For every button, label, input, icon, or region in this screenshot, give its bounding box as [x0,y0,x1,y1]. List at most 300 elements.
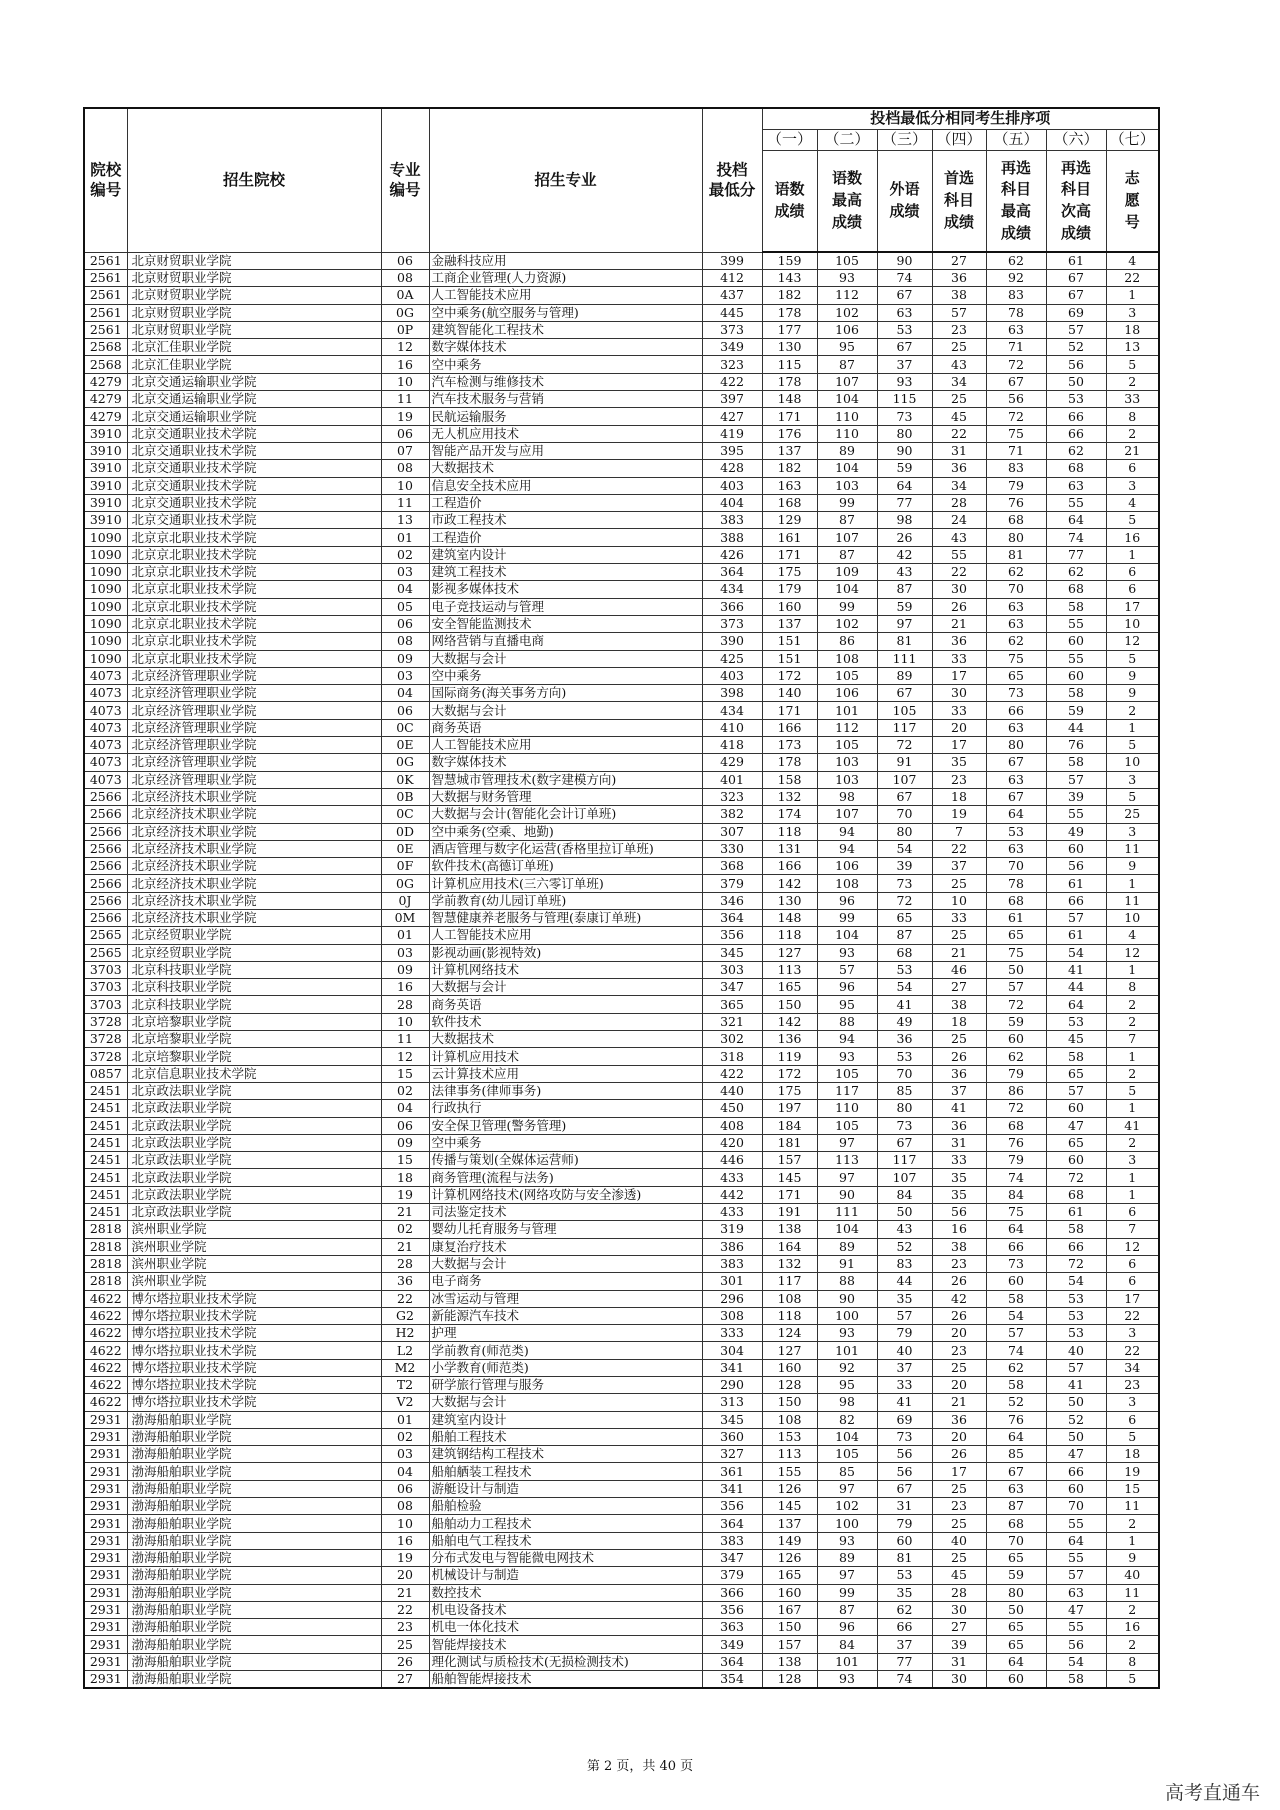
cell-major-code: 0G [381,754,429,771]
cell-score-2: 96 [817,892,877,909]
cell-major-name: 人工智能技术应用 [429,737,702,754]
cell-school-code: 2931 [84,1619,127,1636]
cell-score-4: 31 [932,1653,986,1670]
cell-score-1: 166 [762,719,817,736]
cell-school-code: 3728 [84,1013,127,1030]
table-row [84,270,1159,287]
cell-score-6: 57 [1046,1567,1106,1584]
cell-school-name: 北京交通职业技术学院 [127,477,381,494]
cell-school-name: 渤海船舶职业学院 [127,1619,381,1636]
cell-min-score: 333 [702,1325,762,1342]
cell-score-4: 24 [932,512,986,529]
cell-score-6: 77 [1046,546,1106,563]
cell-score-1: 155 [762,1463,817,1480]
cell-school-code: 2931 [84,1671,127,1689]
cell-score-5: 75 [986,650,1046,667]
table-row [84,1498,1159,1515]
cell-school-code: 2931 [84,1601,127,1618]
cell-choice-no: 5 [1106,356,1159,373]
table-row [84,1169,1159,1186]
cell-score-2: 101 [817,702,877,719]
cell-score-3: 90 [877,442,932,459]
cell-school-name: 北京经济技术职业学院 [127,892,381,909]
cell-school-code: 2565 [84,927,127,944]
cell-major-name: 汽车检测与维修技术 [429,373,702,390]
cell-school-name: 北京交通职业技术学院 [127,425,381,442]
cell-score-3: 62 [877,1601,932,1618]
cell-score-5: 75 [986,944,1046,961]
cell-min-score: 383 [702,1255,762,1272]
cell-major-name: 建筑室内设计 [429,1411,702,1428]
cell-score-1: 167 [762,1601,817,1618]
cell-score-3: 67 [877,339,932,356]
cell-school-name: 北京交通运输职业学院 [127,408,381,425]
table-row [84,1428,1159,1445]
cell-choice-no: 5 [1106,737,1159,754]
cell-score-3: 42 [877,546,932,563]
table-row [84,1411,1159,1428]
cell-school-code: 4622 [84,1307,127,1324]
cell-school-name: 渤海船舶职业学院 [127,1532,381,1549]
cell-major-code: 0C [381,719,429,736]
cell-score-1: 164 [762,1238,817,1255]
cell-score-3: 83 [877,1255,932,1272]
cell-score-1: 181 [762,1134,817,1151]
cell-score-3: 111 [877,650,932,667]
cell-school-name: 北京汇佳职业学院 [127,339,381,356]
cell-min-score: 401 [702,771,762,788]
cell-score-3: 66 [877,1619,932,1636]
cell-school-name: 北京科技职业学院 [127,996,381,1013]
cell-score-1: 127 [762,944,817,961]
table-row [84,1082,1159,1099]
cell-score-2: 102 [817,615,877,632]
cell-score-2: 88 [817,1013,877,1030]
cell-choice-no: 6 [1106,564,1159,581]
cell-score-4: 26 [932,598,986,615]
cell-score-3: 72 [877,892,932,909]
table-row [84,1532,1159,1549]
cell-choice-no: 25 [1106,806,1159,823]
cell-major-code: 04 [381,685,429,702]
cell-min-score: 356 [702,1498,762,1515]
cell-score-6: 64 [1046,996,1106,1013]
cell-min-score: 360 [702,1428,762,1445]
cell-school-name: 北京经济技术职业学院 [127,823,381,840]
cell-major-name: 传播与策划(全媒体运营师) [429,1152,702,1169]
table-body [84,252,1159,1688]
cell-score-5: 66 [986,1238,1046,1255]
cell-major-code: 0J [381,892,429,909]
cell-score-2: 103 [817,477,877,494]
cell-score-2: 93 [817,1048,877,1065]
cell-min-score: 419 [702,425,762,442]
cell-score-2: 112 [817,719,877,736]
cell-major-code: 0E [381,737,429,754]
cell-score-1: 118 [762,927,817,944]
cell-score-4: 30 [932,581,986,598]
cell-score-5: 67 [986,373,1046,390]
cell-major-name: 建筑室内设计 [429,546,702,563]
table-row [84,1601,1159,1618]
cell-score-5: 83 [986,460,1046,477]
cell-choice-no: 6 [1106,460,1159,477]
cell-score-6: 66 [1046,425,1106,442]
cell-score-4: 25 [932,1515,986,1532]
cell-score-2: 104 [817,581,877,598]
cell-major-code: 12 [381,339,429,356]
cell-score-4: 57 [932,304,986,321]
cell-score-3: 68 [877,944,932,961]
cell-score-6: 58 [1046,598,1106,615]
cell-score-4: 18 [932,788,986,805]
cell-score-5: 56 [986,391,1046,408]
cell-school-name: 北京财贸职业学院 [127,321,381,338]
cell-score-3: 74 [877,270,932,287]
header-school-code: 院校 编号 [84,108,127,252]
cell-min-score: 450 [702,1100,762,1117]
cell-score-2: 90 [817,1186,877,1203]
cell-school-code: 3910 [84,442,127,459]
cell-major-name: 计算机网络技术 [429,961,702,978]
cell-score-4: 38 [932,1238,986,1255]
cell-score-3: 59 [877,598,932,615]
cell-school-code: 3910 [84,477,127,494]
cell-score-5: 62 [986,1359,1046,1376]
cell-score-5: 64 [986,1428,1046,1445]
cell-school-code: 2931 [84,1567,127,1584]
cell-school-name: 渤海船舶职业学院 [127,1601,381,1618]
cell-major-name: 影视多媒体技术 [429,581,702,598]
cell-score-5: 81 [986,546,1046,563]
cell-score-6: 55 [1046,1619,1106,1636]
cell-score-3: 65 [877,909,932,926]
cell-school-name: 北京经济管理职业学院 [127,754,381,771]
cell-min-score: 302 [702,1031,762,1048]
cell-score-1: 173 [762,737,817,754]
cell-school-name: 滨州职业学院 [127,1255,381,1272]
table-row [84,1463,1159,1480]
cell-score-3: 89 [877,667,932,684]
cell-choice-no: 9 [1106,685,1159,702]
cell-major-name: 软件技术 [429,1013,702,1030]
cell-score-3: 33 [877,1377,932,1394]
table-row [84,529,1159,546]
cell-major-name: 新能源汽车技术 [429,1307,702,1324]
cell-score-6: 60 [1046,840,1106,857]
cell-score-3: 81 [877,1549,932,1566]
cell-school-code: 2931 [84,1653,127,1670]
table-row [84,477,1159,494]
cell-school-name: 北京京北职业技术学院 [127,546,381,563]
cell-score-1: 126 [762,1480,817,1497]
cell-score-5: 63 [986,321,1046,338]
cell-score-4: 23 [932,1498,986,1515]
cell-score-1: 160 [762,598,817,615]
table-row [84,996,1159,1013]
cell-major-code: 19 [381,1549,429,1566]
cell-score-6: 55 [1046,650,1106,667]
cell-score-3: 117 [877,719,932,736]
cell-score-5: 84 [986,1186,1046,1203]
cell-score-5: 68 [986,1515,1046,1532]
cell-score-4: 36 [932,633,986,650]
cell-score-3: 31 [877,1498,932,1515]
cell-major-code: 0P [381,321,429,338]
cell-school-code: 2451 [84,1169,127,1186]
cell-school-code: 4073 [84,754,127,771]
cell-score-4: 25 [932,391,986,408]
cell-score-5: 73 [986,1255,1046,1272]
cell-score-6: 40 [1046,1342,1106,1359]
cell-choice-no: 10 [1106,615,1159,632]
cell-major-name: 大数据与会计 [429,979,702,996]
cell-school-name: 渤海船舶职业学院 [127,1671,381,1689]
cell-score-6: 65 [1046,1065,1106,1082]
cell-choice-no: 5 [1106,650,1159,667]
cell-score-6: 60 [1046,667,1106,684]
cell-major-code: 16 [381,979,429,996]
cell-major-code: 0E [381,840,429,857]
cell-major-code: 12 [381,1048,429,1065]
cell-score-4: 45 [932,1567,986,1584]
cell-score-5: 75 [986,425,1046,442]
cell-choice-no: 7 [1106,1031,1159,1048]
table-row [84,1515,1159,1532]
cell-score-6: 55 [1046,806,1106,823]
cell-score-3: 49 [877,1013,932,1030]
cell-school-code: 2566 [84,858,127,875]
cell-score-6: 60 [1046,1100,1106,1117]
cell-school-name: 北京京北职业技术学院 [127,529,381,546]
cell-choice-no: 6 [1106,1411,1159,1428]
cell-score-2: 105 [817,1446,877,1463]
cell-choice-no: 4 [1106,494,1159,511]
cell-score-1: 142 [762,875,817,892]
table-header [84,108,1159,252]
table-row [84,1238,1159,1255]
cell-score-4: 33 [932,1152,986,1169]
cell-min-score: 366 [702,1584,762,1601]
cell-score-5: 58 [986,1377,1046,1394]
cell-score-2: 87 [817,546,877,563]
cell-score-2: 85 [817,1463,877,1480]
cell-score-2: 93 [817,944,877,961]
cell-major-code: 06 [381,1117,429,1134]
cell-school-name: 北京政法职业学院 [127,1204,381,1221]
cell-choice-no: 6 [1106,1204,1159,1221]
cell-school-code: 3910 [84,460,127,477]
cell-school-name: 北京信息职业技术学院 [127,1065,381,1082]
cell-school-code: 1090 [84,581,127,598]
cell-major-name: 大数据与会计 [429,1255,702,1272]
cell-school-code: 2931 [84,1515,127,1532]
cell-score-1: 142 [762,1013,817,1030]
cell-score-2: 97 [817,1567,877,1584]
cell-score-1: 124 [762,1325,817,1342]
cell-choice-no: 2 [1106,996,1159,1013]
cell-score-2: 105 [817,252,877,270]
table-row [84,823,1159,840]
cell-score-1: 158 [762,771,817,788]
table-row [84,304,1159,321]
cell-min-score: 442 [702,1186,762,1203]
cell-score-3: 37 [877,1359,932,1376]
cell-score-3: 43 [877,1221,932,1238]
cell-min-score: 345 [702,1411,762,1428]
cell-min-score: 301 [702,1273,762,1290]
cell-school-code: 2566 [84,875,127,892]
cell-score-3: 44 [877,1273,932,1290]
cell-major-name: 电子竞技运动与管理 [429,598,702,615]
cell-major-code: 26 [381,1653,429,1670]
cell-score-2: 105 [817,667,877,684]
cell-score-4: 27 [932,979,986,996]
header-school-name: 招生院校 [127,108,381,252]
cell-min-score: 304 [702,1342,762,1359]
cell-score-1: 138 [762,1653,817,1670]
header-major-name: 招生专业 [429,108,702,252]
cell-choice-no: 5 [1106,1428,1159,1445]
cell-score-5: 64 [986,1653,1046,1670]
cell-score-3: 80 [877,823,932,840]
cell-score-3: 63 [877,304,932,321]
cell-score-5: 68 [986,1117,1046,1134]
cell-score-2: 93 [817,1532,877,1549]
cell-score-1: 130 [762,892,817,909]
table-row [84,252,1159,270]
cell-school-code: 4279 [84,408,127,425]
cell-score-2: 104 [817,927,877,944]
cell-min-score: 386 [702,1238,762,1255]
table-row [84,598,1159,615]
cell-score-3: 70 [877,1065,932,1082]
cell-score-5: 52 [986,1394,1046,1411]
cell-score-1: 140 [762,685,817,702]
table-row [84,788,1159,805]
cell-choice-no: 12 [1106,633,1159,650]
cell-major-name: 计算机应用技术(三六零订单班) [429,875,702,892]
cell-score-5: 92 [986,270,1046,287]
cell-major-code: 27 [381,1671,429,1689]
cell-major-code: 20 [381,1567,429,1584]
cell-score-5: 75 [986,1204,1046,1221]
cell-score-3: 43 [877,564,932,581]
cell-choice-no: 1 [1106,546,1159,563]
cell-school-code: 2451 [84,1186,127,1203]
cell-score-1: 115 [762,356,817,373]
cell-score-1: 178 [762,304,817,321]
cell-score-3: 77 [877,1653,932,1670]
cell-score-4: 38 [932,996,986,1013]
cell-school-name: 北京经济管理职业学院 [127,719,381,736]
cell-min-score: 347 [702,979,762,996]
header-paren-4: （四） [932,130,986,151]
cell-score-1: 197 [762,1100,817,1117]
cell-score-3: 107 [877,1169,932,1186]
header-paren-5: （五） [986,130,1046,151]
cell-score-1: 179 [762,581,817,598]
cell-score-4: 25 [932,1549,986,1566]
cell-min-score: 346 [702,892,762,909]
cell-score-6: 66 [1046,1463,1106,1480]
cell-school-code: 3703 [84,961,127,978]
cell-score-6: 70 [1046,1498,1106,1515]
cell-score-5: 58 [986,1290,1046,1307]
cell-major-code: 10 [381,373,429,390]
cell-score-3: 98 [877,512,932,529]
cell-school-code: 2931 [84,1463,127,1480]
cell-score-5: 80 [986,1584,1046,1601]
cell-major-name: 游艇设计与制造 [429,1480,702,1497]
cell-choice-no: 9 [1106,667,1159,684]
cell-min-score: 434 [702,581,762,598]
cell-score-1: 172 [762,667,817,684]
cell-choice-no: 3 [1106,477,1159,494]
cell-school-code: 4073 [84,737,127,754]
cell-score-5: 76 [986,494,1046,511]
table-row [84,1584,1159,1601]
cell-choice-no: 4 [1106,252,1159,270]
cell-score-4: 16 [932,1221,986,1238]
cell-score-1: 129 [762,512,817,529]
cell-min-score: 422 [702,373,762,390]
cell-score-5: 63 [986,771,1046,788]
table-row [84,1048,1159,1065]
cell-school-code: 4622 [84,1342,127,1359]
cell-score-6: 66 [1046,408,1106,425]
cell-school-name: 滨州职业学院 [127,1238,381,1255]
cell-min-score: 379 [702,1567,762,1584]
cell-score-5: 72 [986,1100,1046,1117]
cell-major-name: 婴幼儿托育服务与管理 [429,1221,702,1238]
cell-major-code: 19 [381,408,429,425]
cell-school-code: 1090 [84,633,127,650]
cell-school-name: 博尔塔拉职业技术学院 [127,1342,381,1359]
cell-score-5: 76 [986,1411,1046,1428]
cell-major-name: 建筑工程技术 [429,564,702,581]
cell-min-score: 364 [702,1653,762,1670]
table-row [84,546,1159,563]
cell-score-4: 25 [932,875,986,892]
cell-school-code: 1090 [84,529,127,546]
cell-score-4: 35 [932,754,986,771]
table-row [84,650,1159,667]
cell-score-6: 55 [1046,494,1106,511]
table-row [84,1342,1159,1359]
table-row [84,1152,1159,1169]
cell-choice-no: 5 [1106,788,1159,805]
cell-school-code: 0857 [84,1065,127,1082]
cell-score-2: 103 [817,771,877,788]
cell-score-1: 136 [762,1031,817,1048]
cell-major-code: 11 [381,1031,429,1048]
cell-choice-no: 6 [1106,1255,1159,1272]
cell-score-5: 67 [986,788,1046,805]
cell-major-code: 18 [381,1169,429,1186]
cell-major-name: 船舶检验 [429,1498,702,1515]
cell-score-1: 148 [762,391,817,408]
cell-score-5: 65 [986,1619,1046,1636]
cell-major-name: 数控技术 [429,1584,702,1601]
cell-score-4: 7 [932,823,986,840]
cell-school-name: 渤海船舶职业学院 [127,1653,381,1670]
cell-major-name: 冰雪运动与管理 [429,1290,702,1307]
cell-score-6: 62 [1046,442,1106,459]
cell-major-name: 商务英语 [429,719,702,736]
cell-score-4: 30 [932,1601,986,1618]
cell-score-6: 69 [1046,304,1106,321]
